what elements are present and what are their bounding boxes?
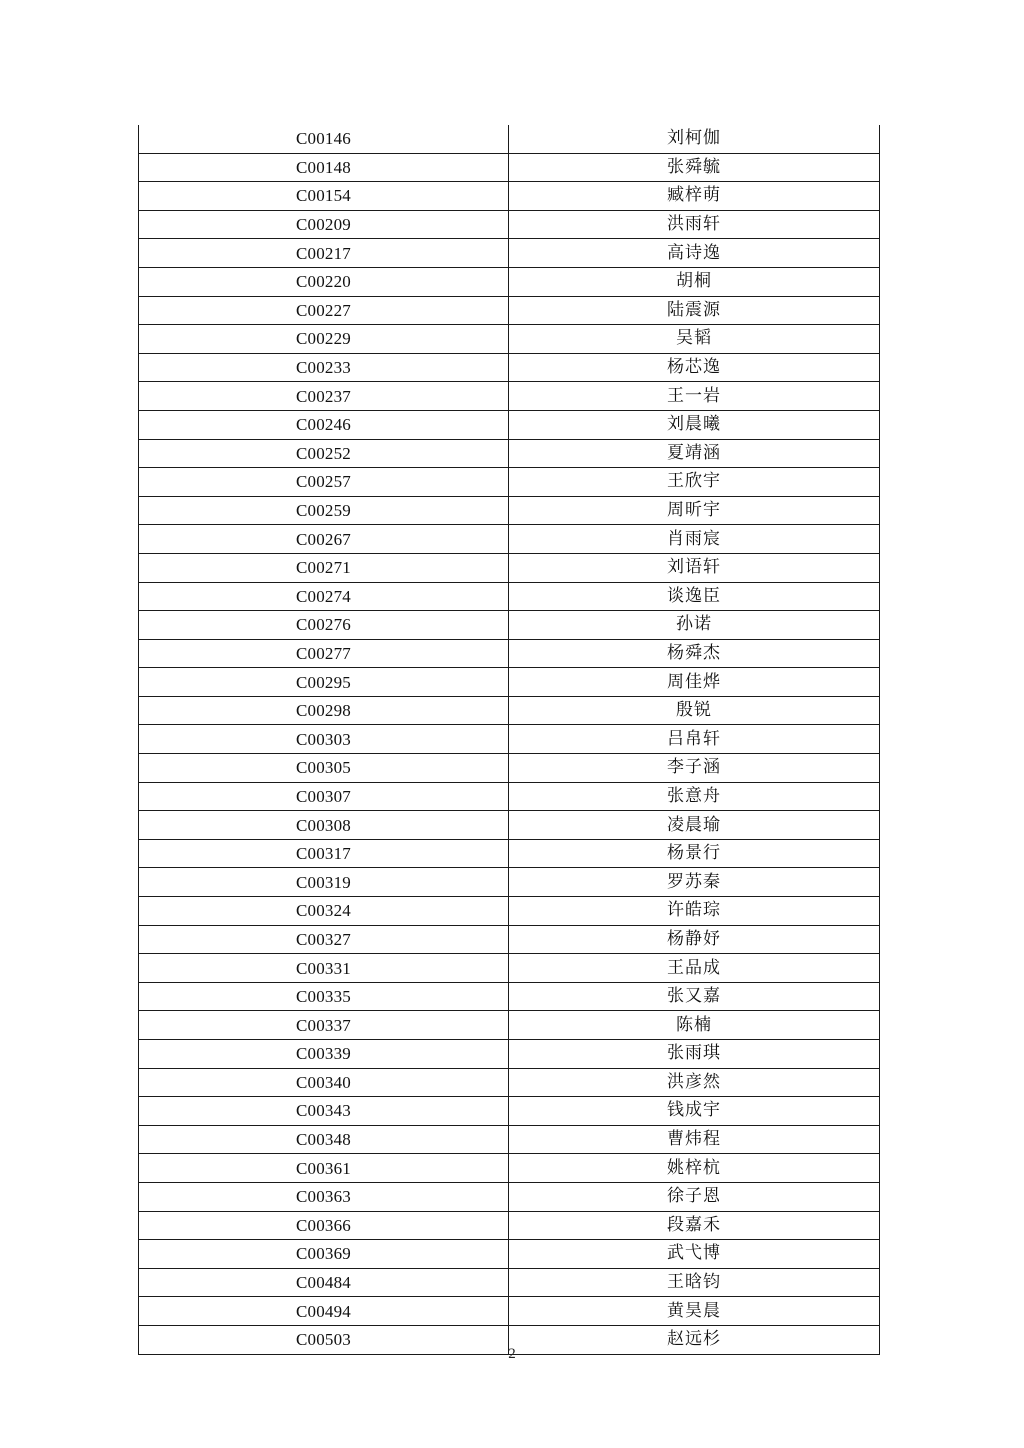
name-cell: 姚梓杭	[509, 1154, 880, 1183]
code-cell: C00366	[139, 1211, 509, 1240]
code-cell: C00348	[139, 1125, 509, 1154]
code-cell: C00337	[139, 1011, 509, 1040]
table-row	[139, 382, 880, 411]
name-cell: 杨静妤	[509, 925, 880, 954]
table-row	[139, 153, 880, 182]
name-cell: 黄昊晨	[509, 1297, 880, 1326]
table-row	[139, 1182, 880, 1211]
code-cell: C00307	[139, 782, 509, 811]
code-cell: C00324	[139, 897, 509, 926]
code-cell: C00257	[139, 468, 509, 497]
table-row	[139, 182, 880, 211]
table-row	[139, 353, 880, 382]
name-cell: 周昕宇	[509, 496, 880, 525]
name-cell: 李子涵	[509, 754, 880, 783]
code-cell: C00494	[139, 1297, 509, 1326]
table-row	[139, 1125, 880, 1154]
code-cell: C00148	[139, 153, 509, 182]
name-cell: 吕帛轩	[509, 725, 880, 754]
name-cell: 高诗逸	[509, 239, 880, 268]
code-cell: C00259	[139, 496, 509, 525]
table-row	[139, 839, 880, 868]
code-cell: C00274	[139, 582, 509, 611]
name-cell: 洪雨轩	[509, 210, 880, 239]
name-cell: 臧梓萌	[509, 182, 880, 211]
table-row	[139, 925, 880, 954]
table-row	[139, 296, 880, 325]
code-cell: C00343	[139, 1097, 509, 1126]
name-cell: 吴韬	[509, 325, 880, 354]
name-cell: 张意舟	[509, 782, 880, 811]
table-row	[139, 897, 880, 926]
name-cell: 杨景行	[509, 839, 880, 868]
name-cell: 刘语轩	[509, 553, 880, 582]
table-row	[139, 725, 880, 754]
name-cell: 段嘉禾	[509, 1211, 880, 1240]
table-row	[139, 267, 880, 296]
table-row	[139, 468, 880, 497]
code-cell: C00227	[139, 296, 509, 325]
code-cell: C00317	[139, 839, 509, 868]
table-row	[139, 1011, 880, 1040]
code-cell: C00339	[139, 1040, 509, 1069]
table-row	[139, 582, 880, 611]
code-cell: C00331	[139, 954, 509, 983]
table-row	[139, 1268, 880, 1297]
name-cell: 王欣宇	[509, 468, 880, 497]
table-row	[139, 639, 880, 668]
code-cell: C00146	[139, 125, 509, 153]
code-cell: C00335	[139, 982, 509, 1011]
name-cell: 徐子恩	[509, 1182, 880, 1211]
name-cell: 肖雨宸	[509, 525, 880, 554]
table-row	[139, 1297, 880, 1326]
code-cell: C00252	[139, 439, 509, 468]
table-row	[139, 325, 880, 354]
name-cell: 杨舜杰	[509, 639, 880, 668]
table-row	[139, 553, 880, 582]
page-number: 2	[508, 1346, 516, 1362]
name-cell: 王晗钧	[509, 1268, 880, 1297]
name-cell: 赵远杉	[509, 1325, 880, 1354]
name-cell: 洪彦然	[509, 1068, 880, 1097]
roster-table	[138, 125, 880, 1355]
code-cell: C00237	[139, 382, 509, 411]
name-cell: 孙诺	[509, 611, 880, 640]
name-cell: 陆震源	[509, 296, 880, 325]
name-cell: 杨芯逸	[509, 353, 880, 382]
name-cell: 陈楠	[509, 1011, 880, 1040]
name-cell: 许皓琮	[509, 897, 880, 926]
code-cell: C00220	[139, 267, 509, 296]
code-cell: C00303	[139, 725, 509, 754]
table-row	[139, 611, 880, 640]
table-row	[139, 811, 880, 840]
code-cell: C00154	[139, 182, 509, 211]
code-cell: C00229	[139, 325, 509, 354]
table-row	[139, 410, 880, 439]
name-cell: 武弋博	[509, 1240, 880, 1269]
code-cell: C00271	[139, 553, 509, 582]
name-cell: 周佳烨	[509, 668, 880, 697]
table-row	[139, 496, 880, 525]
code-cell: C00246	[139, 410, 509, 439]
code-cell: C00298	[139, 696, 509, 725]
table-row	[139, 782, 880, 811]
code-cell: C00319	[139, 868, 509, 897]
code-cell: C00276	[139, 611, 509, 640]
code-cell: C00369	[139, 1240, 509, 1269]
table-row	[139, 668, 880, 697]
name-cell: 刘晨曦	[509, 410, 880, 439]
table-row	[139, 1154, 880, 1183]
table-row	[139, 125, 880, 153]
code-cell: C00361	[139, 1154, 509, 1183]
table-row	[139, 1240, 880, 1269]
name-cell: 张舜毓	[509, 153, 880, 182]
code-cell: C00209	[139, 210, 509, 239]
table-row	[139, 239, 880, 268]
name-cell: 夏靖涵	[509, 439, 880, 468]
table-row	[139, 210, 880, 239]
name-cell: 谈逸臣	[509, 582, 880, 611]
name-cell: 凌晨瑜	[509, 811, 880, 840]
table-row	[139, 696, 880, 725]
name-cell: 张又嘉	[509, 982, 880, 1011]
name-cell: 罗苏秦	[509, 868, 880, 897]
code-cell: C00267	[139, 525, 509, 554]
code-cell: C00363	[139, 1182, 509, 1211]
name-cell: 王一岩	[509, 382, 880, 411]
table-row	[139, 1040, 880, 1069]
table-row	[139, 439, 880, 468]
name-cell: 王品成	[509, 954, 880, 983]
code-cell: C00327	[139, 925, 509, 954]
code-cell: C00233	[139, 353, 509, 382]
code-cell: C00484	[139, 1268, 509, 1297]
table-row	[139, 1068, 880, 1097]
name-cell: 张雨琪	[509, 1040, 880, 1069]
code-cell: C00503	[139, 1325, 509, 1354]
name-cell: 胡桐	[509, 267, 880, 296]
name-cell: 钱成宇	[509, 1097, 880, 1126]
roster-table-body	[139, 125, 880, 1354]
name-cell: 曹炜程	[509, 1125, 880, 1154]
table-row	[139, 868, 880, 897]
table-row	[139, 982, 880, 1011]
table-row	[139, 1097, 880, 1126]
code-cell: C00295	[139, 668, 509, 697]
code-cell: C00340	[139, 1068, 509, 1097]
code-cell: C00277	[139, 639, 509, 668]
table-row	[139, 954, 880, 983]
table-row	[139, 1211, 880, 1240]
name-cell: 殷锐	[509, 696, 880, 725]
code-cell: C00308	[139, 811, 509, 840]
table-row	[139, 754, 880, 783]
table-row	[139, 525, 880, 554]
name-cell: 刘柯伽	[509, 125, 880, 153]
code-cell: C00217	[139, 239, 509, 268]
code-cell: C00305	[139, 754, 509, 783]
